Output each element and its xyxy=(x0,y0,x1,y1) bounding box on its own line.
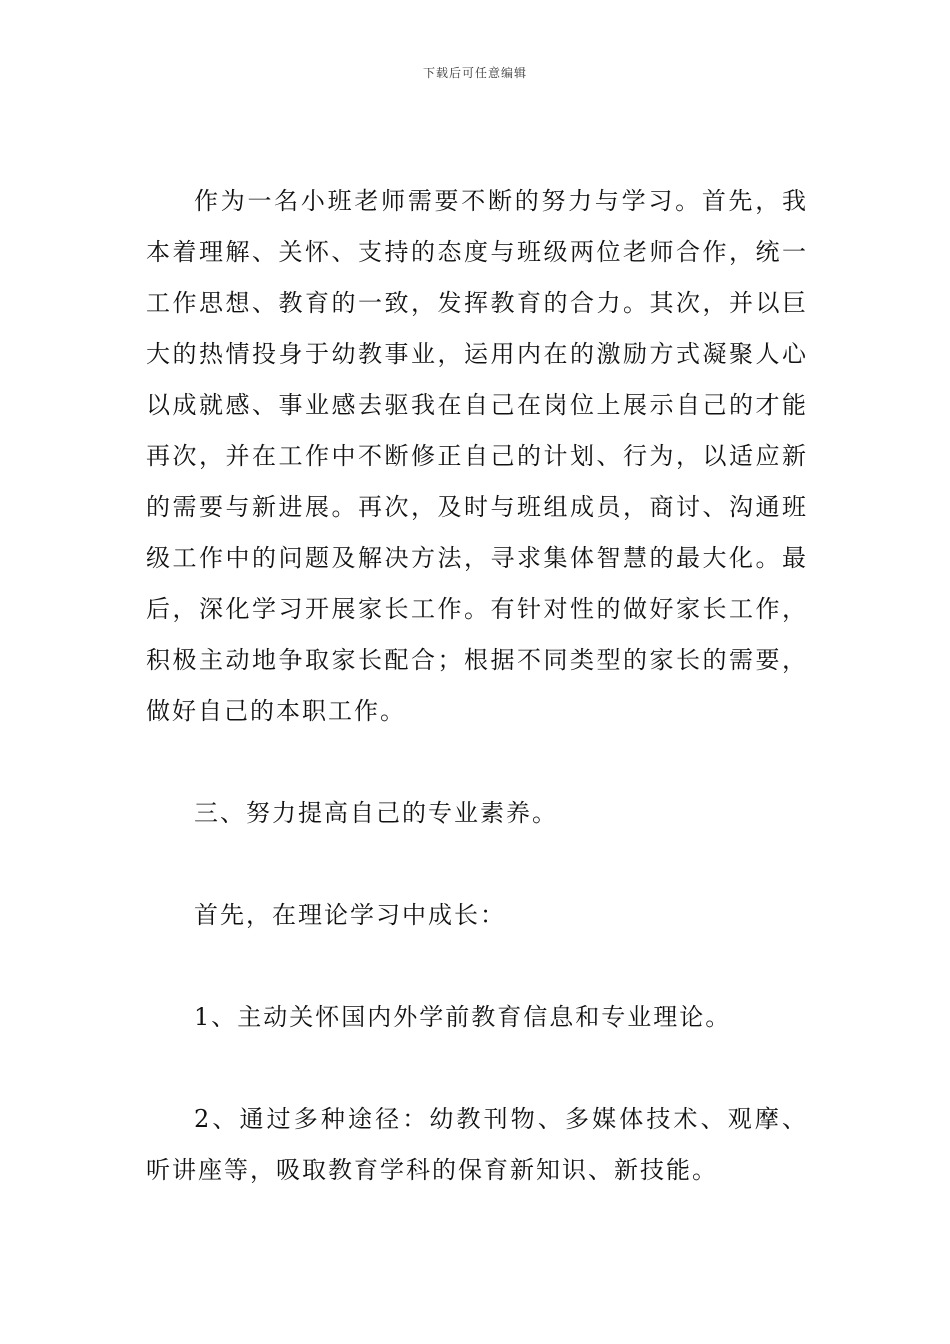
paragraph-spacer xyxy=(146,1043,808,1094)
paragraph-spacer xyxy=(146,737,808,788)
paragraph-teamwork: 作为一名小班老师需要不断的努力与学习。首先，我本着理解、关怀、支持的态度与班级两位老师合作，统一工作思想、教育的一致，发挥教育的合力。其次，并以巨大的热情投身于幼教事业，运用内在的激励方式凝聚人心以成就感、事业感去驱我在自己在岗位上展示自己的才能再次，并在工作中不断修正自己的计划、行为，以适应新的需要与新进展。再次，及时与班组成员，商讨、沟通班级工作中的问题及解决方法，寻求集体智慧的最大化。最后，深化学习开展家长工作。有针对性的做好家长工作，积极主动地争取家长配合；根据不同类型的家长的需要，做好自己的本职工作。 xyxy=(146,187,808,725)
list-item-2: 2、通过多种途径：幼教刊物、多媒体技术、观摩、听讲座等，吸取教育学科的保育新知识、新技能。 xyxy=(146,1105,808,1184)
page-header: 下载后可任意编辑 xyxy=(422,66,527,80)
paragraph-theory-learning: 首先，在理论学习中成长： xyxy=(194,901,506,929)
paragraph-spacer xyxy=(146,941,808,992)
section-heading-professional: 三、努力提高自己的专业素养。 xyxy=(194,799,558,827)
document-body xyxy=(146,176,808,1196)
list-item-1: 1、主动关怀国内外学前教育信息和专业理论。 xyxy=(194,1003,732,1031)
paragraph-spacer xyxy=(146,839,808,890)
